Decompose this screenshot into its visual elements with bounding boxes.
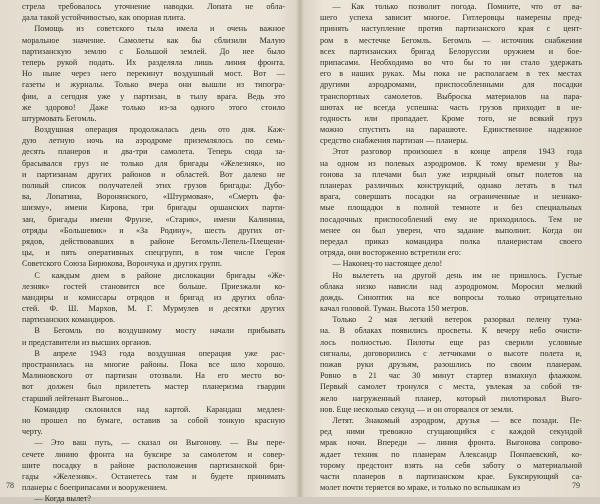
text-line: — Это ваш путь, — сказал он Выгонову. — Вы пере-: [22, 438, 285, 448]
text-line: жело нагруженный планер, который пилотировал Выго-: [320, 393, 582, 403]
text-line: шютах не всегда успешна: часть грузов приходит в не-: [320, 102, 582, 112]
text-line: лезняк» гостей становится все больше. Приезжали ко-: [22, 281, 285, 291]
left-page-number: 78: [6, 481, 14, 490]
text-line: десять планеров и два-три самолета. Теперь сюда за-: [22, 147, 285, 157]
text-line: рядов, действовавших в районе Бегомль-Лепель-Плещени-: [22, 236, 285, 246]
text-line: шего успеха зависит многое. Гитлеровцы намерены пред-: [320, 13, 582, 23]
text-line: можно спустить на парашюте. Единственное надежное: [320, 125, 582, 135]
text-line: Только 2 мая легкий ветерок разорвал пелену тума-: [320, 315, 582, 325]
text-line: другими аэродромами, приспособленными для посадки: [320, 80, 582, 90]
text-line: Помощь из советского тыла имела и очень важное: [22, 24, 285, 34]
text-line: теперь рукой подать. Их разделяла лишь линия фронта.: [22, 57, 285, 67]
left-page-text: [22, 1, 285, 504]
text-line: Ровно в 21 час 30 минут стартер взмахнул флажком.: [320, 371, 582, 381]
text-line: Советского Союза Бирюкова, Ворончука и других групп.: [22, 259, 222, 269]
text-line: полный список получателей этих грузов бригады: Дубо-: [22, 181, 285, 190]
text-line: отряда, они восторженно встретили его:: [320, 248, 462, 258]
text-line: — Как только позволит погода. Помните, что от ва-: [320, 2, 582, 11]
text-line: фии, а сегодня уже у партизан, в тылу врага. Ведь это: [22, 91, 285, 101]
text-line: же здорово! Даже только из-за одного этого стоило: [22, 102, 285, 112]
right-page-number: 79: [572, 481, 580, 490]
text-line: дала такой устойчивостью, как опорная плита.: [22, 13, 186, 23]
text-line: ред ними тревожно сгущающийся с каждой секундой: [320, 427, 582, 437]
text-line: пространилась на многие районы. Пока все шло хорошо.: [22, 360, 285, 369]
text-line: В Бегомль по воздушному мосту начали прибывать: [22, 326, 285, 336]
text-line: ва, Лопатина, Воронянского, «Штурмовая», «Смерть фа-: [22, 192, 285, 202]
text-line: мые площадки в полной темноте и без специальных: [320, 203, 582, 213]
text-line: менее он был уверен, что задание выполнит. Когда он: [320, 225, 582, 235]
text-line: врага, совершать посадки на ограниченные и незнако-: [320, 192, 582, 202]
text-line: ждает техник по планерам Александр Понпаевский, ко-: [320, 449, 582, 459]
text-line: стей. Ф. Ш. Мархов, М. Г. Мурмулев и десятки других: [22, 304, 285, 314]
text-line: Летят. Знакомый аэродром, друзья — все позади. Пе-: [320, 415, 582, 425]
text-line: цы, и пять оперативных спецгрупп, в том числе Героя: [22, 248, 285, 258]
right-page-text: [320, 1, 582, 493]
text-line: дождь. Синоптик на все вопросы только отрицательно: [320, 292, 582, 302]
text-line: части планеров в партизанском крае. Буксирующий са-: [320, 471, 582, 481]
text-line: мандиры и комиссары отрядов и бригад из других обла-: [22, 292, 285, 302]
text-line: старший лейтенант Выгонов...: [22, 393, 129, 403]
text-line: брасывался груз не только для бригады «Железняк», но: [22, 158, 285, 168]
text-line: молет почти теряется во мраке, и только по вспышкам из: [320, 483, 521, 493]
text-line: вот должен был прилететь мастер планеризма гвардии: [22, 382, 285, 392]
text-line: шите посадку в районе расположения партизанской бри-: [22, 460, 285, 470]
text-line: транспортных самолетов. Выброска материалов на пара-: [320, 91, 582, 101]
text-line: нов. Еще несколько секунд — и он оторвался от земли.: [320, 404, 514, 414]
text-line: партизанских командиров.: [22, 315, 116, 325]
text-line: пожав руки друзьям, разошлись по своим планерам.: [320, 360, 582, 369]
text-line: припасами. Необходимо во что бы то ни стало удержать: [320, 57, 582, 67]
text-line: его в наших руках. Мы пока не располагаем в тех местах: [320, 69, 582, 79]
text-line: всех партизанских бригад Белоруссии оружием и бое-: [320, 46, 582, 56]
text-line: В апреле 1943 года воздушная операция уже рас-: [22, 348, 285, 358]
text-line: Этот разговор произошел в конце апреля 1943 года: [320, 147, 582, 157]
text-line: посадочных приспособлений ему не приходилось. Тем не: [320, 214, 582, 224]
text-line: гонова за плечами был уже изрядный опыт полетов на: [320, 169, 582, 179]
text-line: партизанскую землю с Большой землей. До нее было: [22, 46, 285, 56]
text-line: штурмовать Бегомль.: [22, 113, 97, 123]
text-line: Малиновского от партизан отозвали. На его место во-: [22, 371, 285, 381]
text-line: торому предстоит взять на себя заботу о материальной: [320, 460, 582, 470]
text-line: — Когда вылет?: [22, 494, 92, 504]
left-page: [0, 0, 298, 504]
text-line: мрак ночи. Впереди — линия фронта. Выгонова сопрово-: [320, 438, 582, 448]
text-line: и партизанам других районов и областей. Вот далеко не: [22, 169, 285, 179]
text-line: стрела требовалось уточнение наводки. Лопата не обла-: [22, 2, 285, 11]
text-line: С каждым днем в районе дислокации бригады «Же-: [22, 270, 285, 280]
text-line: лось полностью. Пилоты еще раз сверили условные: [320, 337, 582, 347]
text-line: — Наконец-то настоящее дело!: [320, 259, 443, 269]
text-line: принять наступление против партизанского края с цент-: [320, 24, 582, 34]
text-line: зан, бригады имени Фрунзе, «Старик», имени Калинина,: [22, 214, 285, 224]
text-line: но прошел по бумаге, оставив за собой тонкую красную: [22, 415, 285, 425]
text-line: и представители из высших органов.: [22, 337, 152, 347]
text-line: моральное значение. Самолеты как бы сблизили Малую: [22, 35, 285, 45]
text-line: ром в местечке Бегомль. Бегомль — источник снабжения: [320, 35, 582, 45]
text-line: сечете линию фронта на буксире за самолетом и совер-: [22, 449, 285, 459]
text-line: шизму», имени Кирова, три бригады оршанских парти-: [22, 203, 285, 213]
text-line: сигналы, договорились с летчиками о высоте полета и,: [320, 348, 582, 358]
text-line: годность или пропадает. Кроме того, не всякий груз: [320, 113, 582, 123]
text-line: планерах различных конструкций, однако летать в тыл: [320, 181, 582, 190]
text-line: газеты и журналы. Только вчера они вышли из типогра-: [22, 80, 285, 90]
text-line: дую летную ночь на аэродроме приземлялось по семь-: [22, 136, 285, 146]
text-line: планеры с боеприпасами и вооружением.: [22, 483, 168, 493]
text-line: Но вылететь на другой день им не пришлось. Густые: [320, 270, 582, 280]
text-line: гады «Железняк». Останетесь там и будете принимать: [22, 471, 285, 481]
right-page: [302, 0, 600, 497]
text-line: Воздушная операция продолжалась день ото дня. Каж-: [22, 125, 285, 135]
text-line: Первый самолет тронулся с места, увлекая за собой тя-: [320, 382, 582, 392]
text-line: на одном из полевых аэродромов. К тому времени у Вы-: [320, 158, 582, 168]
text-line: средство снабжения партизан — планеры.: [320, 136, 468, 146]
text-line: облака низко нависли над аэродромом. Моросил мелкий: [320, 281, 582, 291]
text-line: качал головой. Туман. Высота 150 метров.: [320, 304, 469, 314]
text-line: на. В облаках появились просветы. К вечеру небо очисти-: [320, 326, 582, 336]
text-line: передал приказ командира полка планеристам своего: [320, 236, 582, 246]
text-line: Но ныне через него перекинут воздушный мост. Вот —: [22, 69, 285, 79]
text-line: отряды «Большевик» и «За Родину», шесть других от-: [22, 225, 285, 235]
text-line: Командир склонился над картой. Карандаш медлен-: [22, 404, 285, 414]
text-line: черту.: [22, 427, 43, 437]
